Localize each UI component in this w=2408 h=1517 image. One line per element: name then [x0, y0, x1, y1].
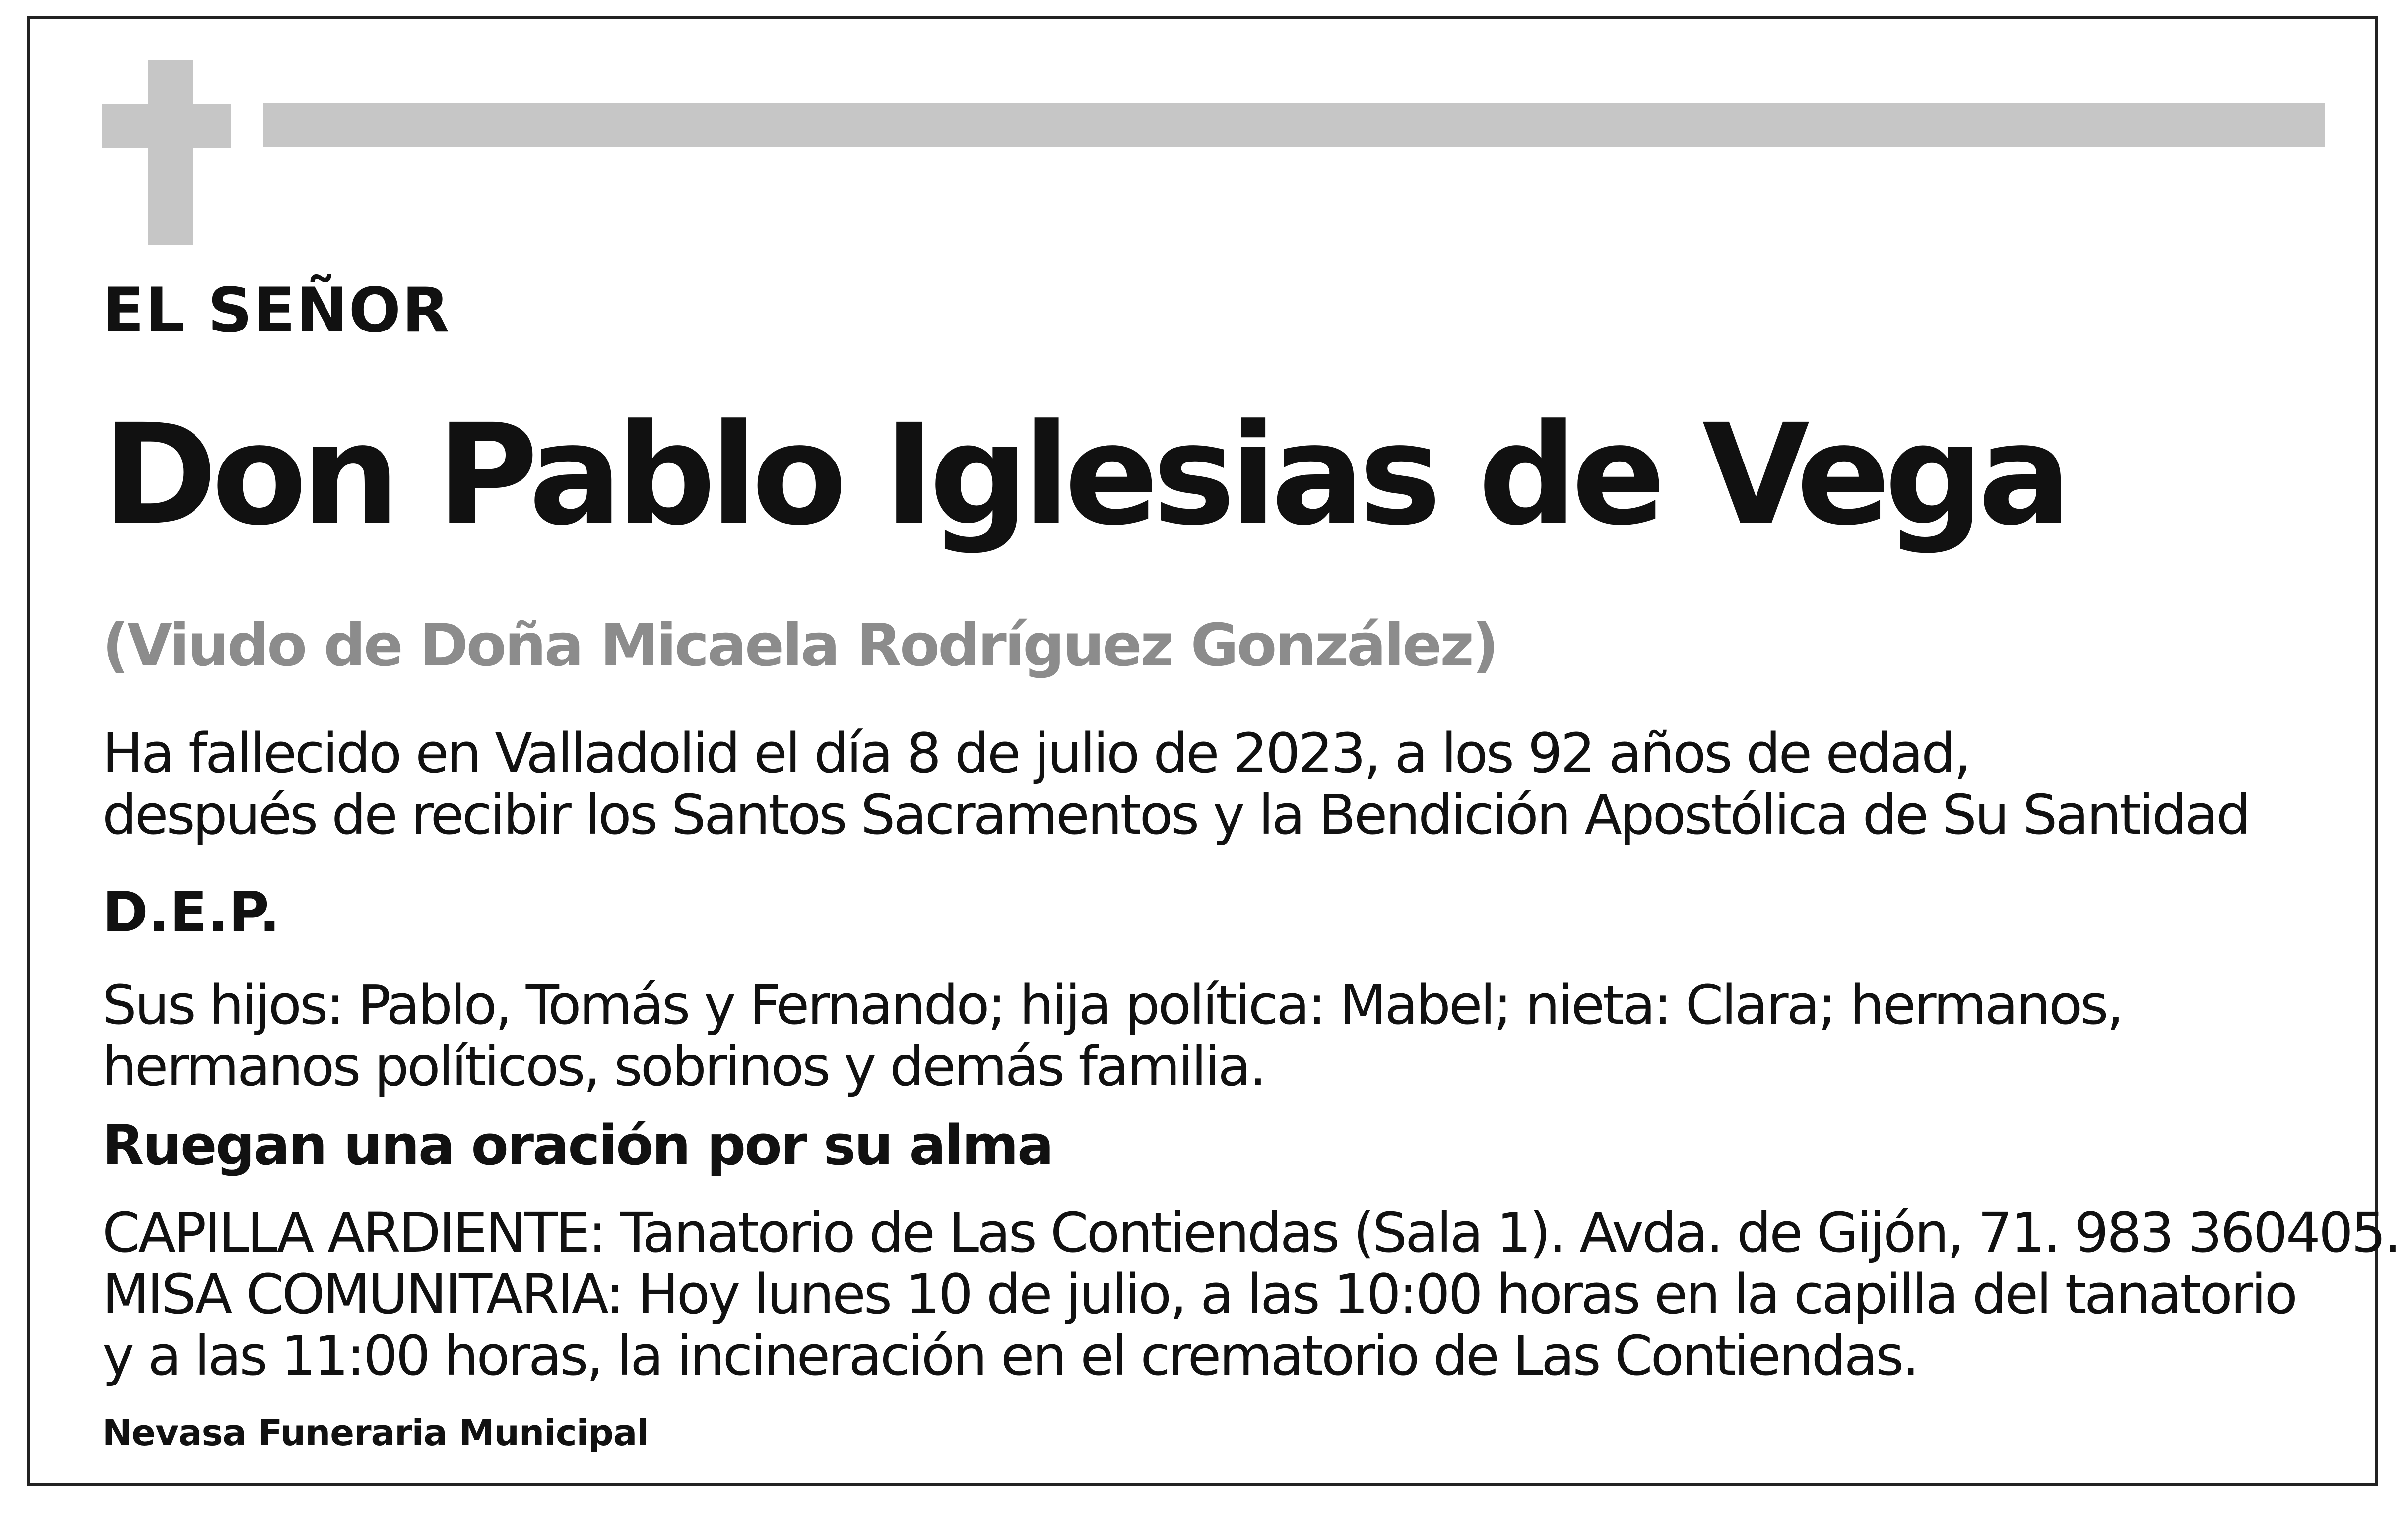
family-list-line: hermanos políticos, sobrinos y demás familia. [102, 1035, 1265, 1098]
cross-vertical-bar [148, 60, 193, 245]
death-announcement-line: después de recibir los Santos Sacramentos y la Bendición Apostólica de Su Santidad [102, 783, 2249, 847]
cross-horizontal-bar [102, 104, 231, 148]
service-details-line: y a las 11:00 horas, la incineración en el crematorio de Las Contiendas. [102, 1324, 1918, 1387]
death-announcement-line: Ha fallecido en Valladolid el día 8 de julio de 2023, a los 92 años de edad, [102, 722, 1969, 785]
family-list-line: Sus hijos: Pablo, Tomás y Fernando; hija política: Mabel; nieta: Clara; hermanos, [102, 973, 2122, 1037]
header-rule [263, 103, 2325, 147]
service-details-line: MISA COMUNITARIA: Hoy lunes 10 de julio, a las 10:00 horas en la capilla del tanatorio [102, 1262, 2296, 1326]
cross-icon [102, 60, 231, 245]
obituary-notice [27, 16, 2400, 1486]
service-details-line: CAPILLA ARDIENTE: Tanatorio de Las Contiendas (Sala 1). Avda. de Gijón, 71. 983 360405. [102, 1201, 2400, 1264]
service-details [102, 1202, 2400, 1386]
rip-label: D.E.P. [102, 880, 280, 945]
family-list [102, 974, 2122, 1097]
funeral-home-credit: Nevasa Funeraria Municipal [102, 1412, 649, 1453]
spouse-subtitle: (Viudo de Doña Micaela Rodríguez González) [102, 611, 1497, 679]
deceased-name: Don Pablo Iglesias de Vega [102, 395, 2066, 556]
title-prefix: EL SEÑOR [102, 275, 451, 346]
prayer-request: Ruegan una oración por su alma [102, 1114, 1053, 1177]
death-announcement [102, 723, 2249, 846]
